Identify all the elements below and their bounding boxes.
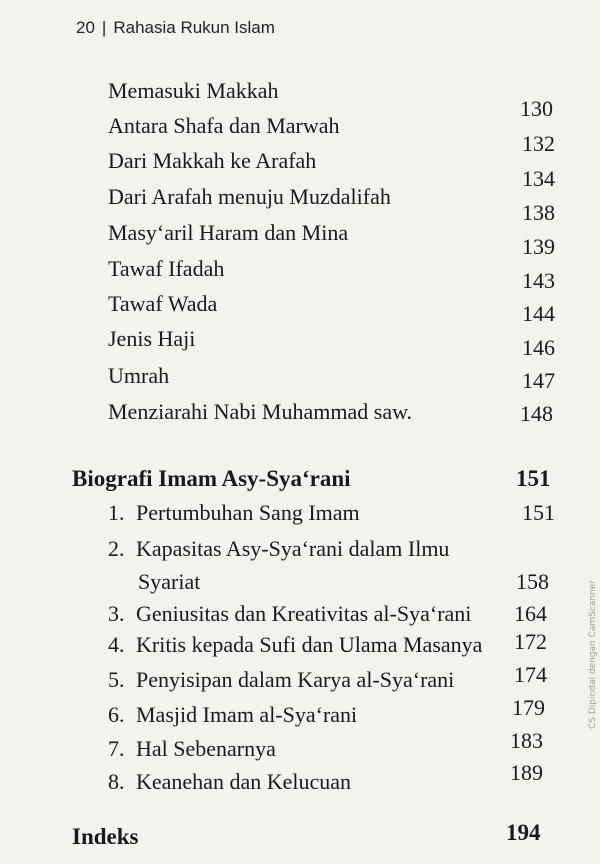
toc-entry-page: 179 [512, 695, 545, 720]
entry-number: 1. [108, 500, 125, 525]
toc-entry-page: 130 [520, 96, 553, 121]
toc-numbered-entry [108, 738, 276, 760]
toc-numbered-entry [108, 634, 482, 656]
toc-entry-title: Dari Makkah ke Arafah [108, 148, 317, 173]
toc-entry-page: 183 [510, 728, 543, 753]
entry-title: Keanehan dan Kelucuan [136, 769, 352, 794]
toc-entry-title: Dari Arafah menuju Muzdalifah [108, 184, 391, 209]
entry-number: 2. [108, 536, 125, 561]
section-page-biografi: 151 [516, 466, 551, 491]
toc-entry-page: 151 [522, 500, 555, 525]
section-page-indeks: 194 [506, 820, 541, 845]
toc-entry-page: 132 [522, 131, 555, 156]
toc-entry-page: 189 [510, 760, 543, 785]
toc-entry-page: 148 [520, 401, 553, 426]
toc-entry-page: 172 [514, 629, 547, 654]
entry-number: 7. [108, 736, 125, 761]
toc-numbered-entry [108, 669, 454, 691]
entry-number: 6. [108, 702, 125, 727]
header-book-title: Rahasia Rukun Islam [113, 18, 275, 37]
section-title-indeks: Indeks [72, 824, 139, 849]
toc-entry-page: 158 [516, 569, 549, 594]
toc-entry-page: 138 [522, 200, 555, 225]
toc-entry-page: 139 [522, 234, 555, 259]
toc-numbered-entry [108, 538, 449, 560]
entry-title: Pertumbuhan Sang Imam [136, 500, 360, 525]
entry-number: 8. [108, 769, 125, 794]
toc-entry-page: 164 [514, 601, 547, 626]
entry-number: 3. [108, 601, 125, 626]
section-title-biografi: Biografi Imam Asy-Sya‘rani [72, 466, 351, 491]
entry-title: Penyisipan dalam Karya al-Sya‘rani [136, 667, 455, 692]
toc-entry-title: Masy‘aril Haram dan Mina [108, 220, 349, 245]
toc-entry-page: 134 [522, 166, 555, 191]
entry-title: Masjid Imam al-Sya‘rani [136, 702, 358, 727]
scanner-watermark: CS Dipindai dengan CamScanner [588, 580, 598, 729]
toc-entry-page: 144 [522, 301, 555, 326]
toc-entry-page: 143 [522, 268, 555, 293]
toc-entry-page: 174 [514, 662, 547, 687]
header-page-number: 20 [76, 18, 95, 37]
header-separator: | [101, 18, 107, 37]
toc-entry-page: 146 [522, 335, 555, 360]
toc-entry-title: Memasuki Makkah [108, 78, 279, 103]
toc-numbered-entry [108, 704, 357, 726]
toc-entry-title: Umrah [108, 363, 170, 388]
toc-entry-title: Antara Shafa dan Marwah [108, 113, 340, 138]
toc-entry-title: Tawaf Ifadah [108, 256, 225, 281]
toc-entry-title: Menziarahi Nabi Muhammad saw. [108, 399, 413, 424]
entry-title: Geniusitas dan Kreativitas al-Sya‘rani [136, 601, 472, 626]
entry-title: Hal Sebenarnya [136, 736, 276, 761]
entry-number: 5. [108, 667, 125, 692]
toc-entry-title: Tawaf Wada [108, 291, 218, 316]
entry-number: 4. [108, 632, 125, 657]
toc-numbered-entry [108, 603, 471, 625]
entry-title: Kapasitas Asy-Sya‘rani dalam Ilmu [136, 536, 450, 561]
toc-numbered-entry [108, 502, 360, 524]
toc-entry-page: 147 [522, 368, 555, 393]
running-header [76, 18, 275, 38]
toc-entry-title: Jenis Haji [108, 326, 196, 351]
entry-title-continuation: Syariat [138, 569, 201, 594]
entry-title: Kritis kepada Sufi dan Ulama Masanya [136, 632, 483, 657]
toc-numbered-entry [108, 771, 351, 793]
